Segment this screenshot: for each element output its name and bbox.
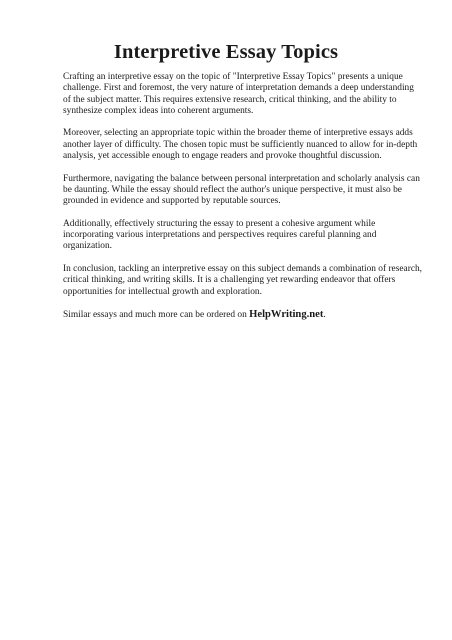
closing-paragraph — [63, 309, 423, 321]
paragraph-3: Furthermore, navigating the balance between personal interpretation and scholarly analysis can be daunting. While the essay should reflect the author's unique perspective, it must also be grounded in evidence and supported by reputable sources. — [63, 173, 420, 207]
paragraph-4: Additionally, effectively structuring the essay to present a cohesive argument while incorporating various interpretations and perspectives requires careful planning and organization. — [63, 218, 377, 252]
closing-suffix: . — [323, 310, 326, 321]
helpwriting-link[interactable]: HelpWriting.net — [249, 309, 324, 321]
paragraph-1: Crafting an interpretive essay on the topic of "Interpretive Essay Topics" presents a unique challenge. First and foremost, the very nature of interpretation demands a deep understanding of the subject matter. This requires extensive research, critical thinking, and the ability to synthesize complex ideas into coherent arguments. — [63, 72, 414, 116]
closing-prefix: Similar essays and much more can be ordered on — [63, 310, 247, 321]
document-title: Interpretive Essay Topics — [113, 41, 339, 63]
paragraph-2: Moreover, selecting an appropriate topic within the broader theme of interpretive essays adds another layer of difficulty. The chosen topic must be sufficiently nuanced to allow for in-depth analysis, yet accessible enough to engage readers and provoke thoughtful discussion. — [63, 128, 418, 162]
document-body — [63, 72, 423, 333]
paragraph-5: In conclusion, tackling an interpretive essay on this subject demands a combination of research, critical thinking, and writing skills. It is a challenging yet rewarding endeavor that offers opportunities for intellectual growth and exploration. — [63, 264, 423, 297]
